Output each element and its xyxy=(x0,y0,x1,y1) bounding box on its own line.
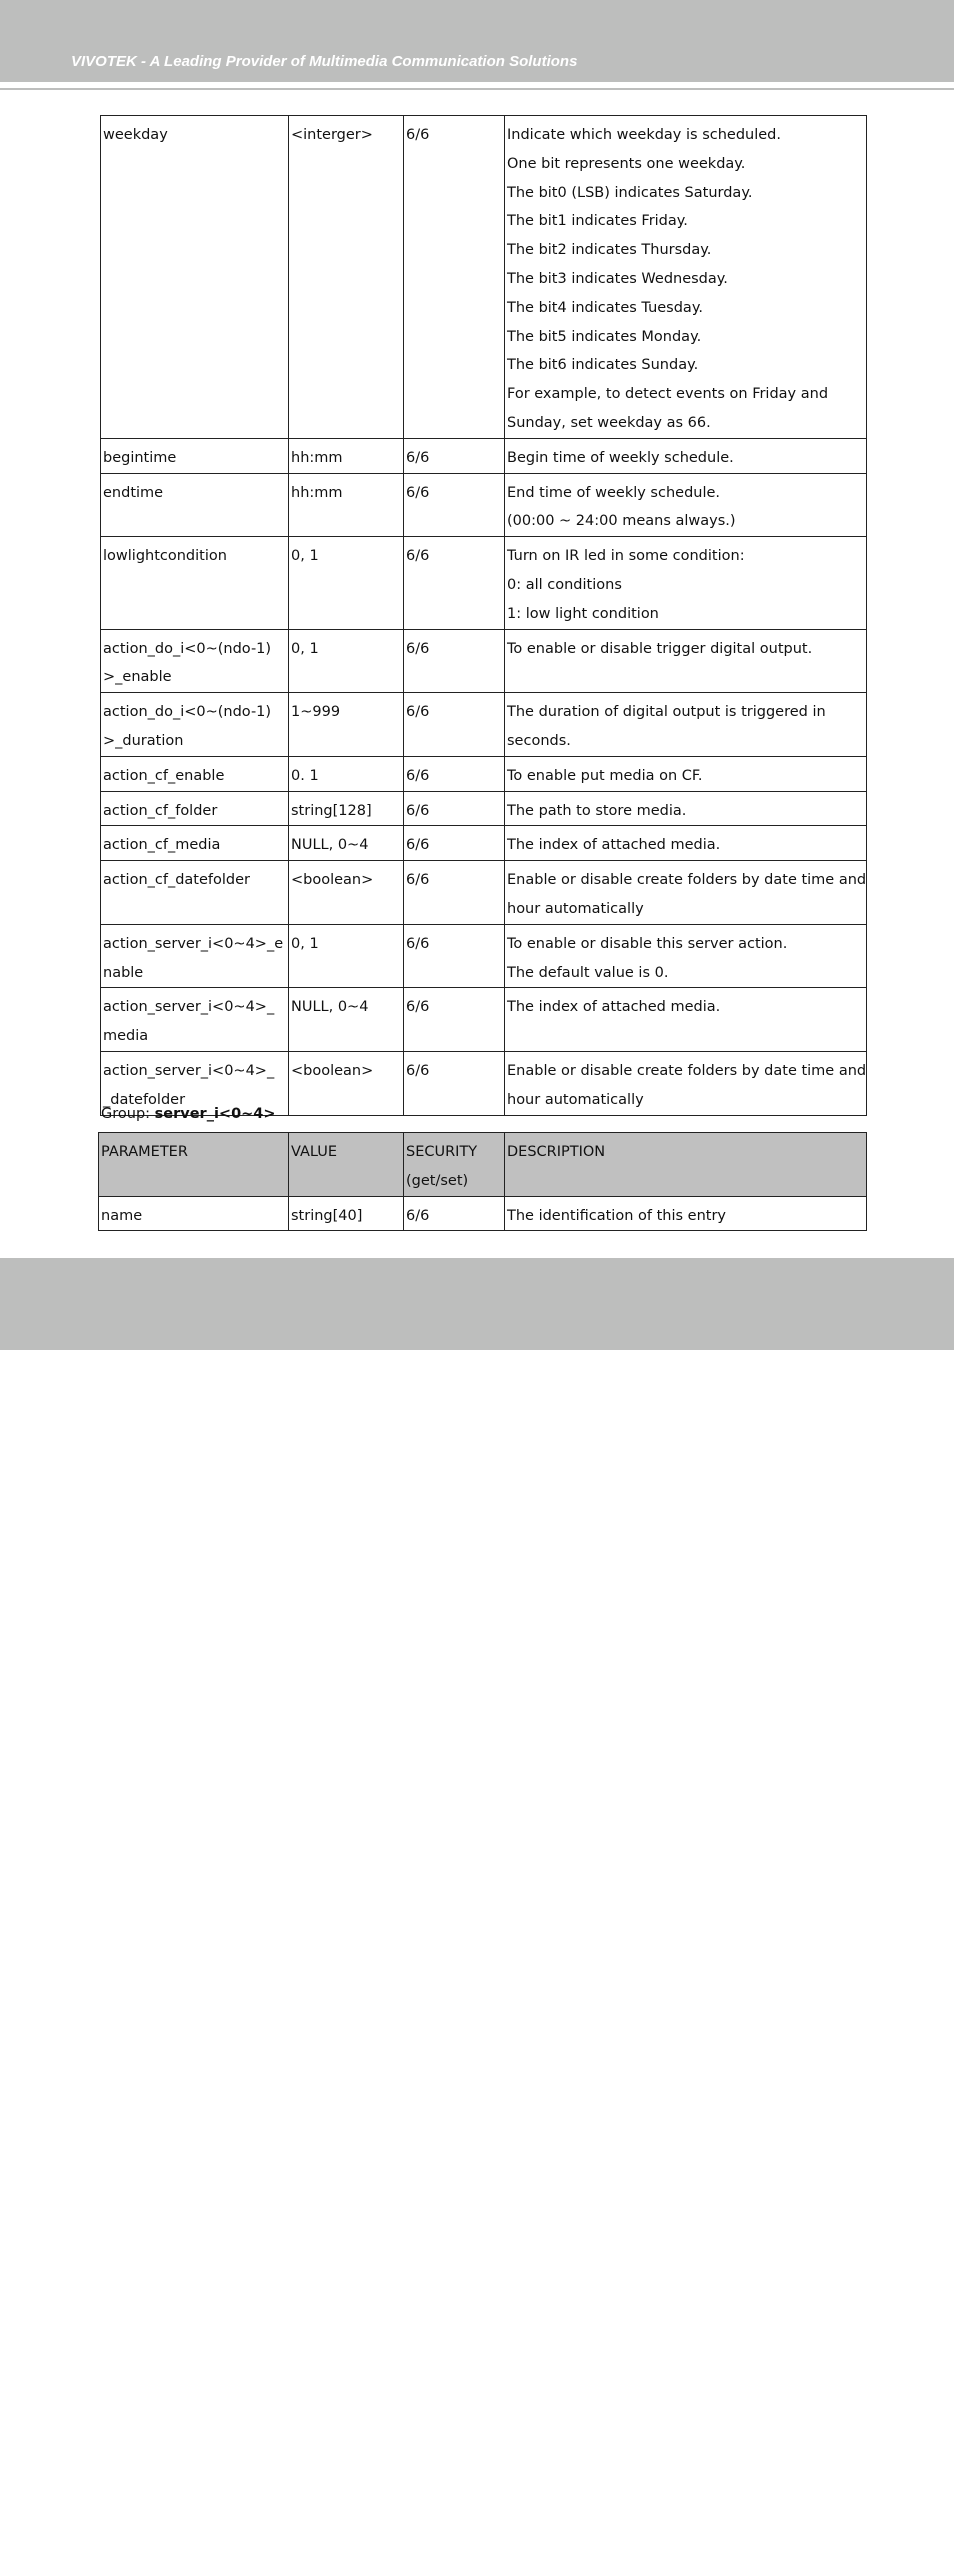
value-cell xyxy=(289,438,404,473)
value-text: string[128] xyxy=(291,802,372,819)
security-text: 6/6 xyxy=(406,548,430,565)
header-band xyxy=(0,0,954,82)
security-text: 6/6 xyxy=(406,704,430,721)
description-text: Enable or disable create folders by date time and xyxy=(507,1062,867,1079)
description-text: To enable put media on CF. xyxy=(507,767,703,784)
security-text: 6/6 xyxy=(406,1062,430,1079)
parameter-text: action_server_i<0~4>_e xyxy=(103,935,284,952)
security-text: 6/6 xyxy=(406,484,430,501)
description-text: The bit1 indicates Friday. xyxy=(507,213,688,230)
footer-page-label: 116 - User's Manual xyxy=(69,2533,193,2549)
parameter-text: >_enable xyxy=(103,669,172,686)
value-cell xyxy=(289,693,404,757)
description-text: The index of attached media. xyxy=(507,837,721,854)
table-row xyxy=(99,1196,867,1231)
description-text: For example, to detect events on Friday and xyxy=(507,386,829,403)
table-row xyxy=(101,473,867,537)
value-cell xyxy=(289,473,404,537)
value-cell xyxy=(289,988,404,1052)
security-cell xyxy=(404,826,505,861)
description-text: Sunday, set weekday as 66. xyxy=(507,414,711,431)
parameter-cell xyxy=(101,988,289,1052)
header-title: VIVOTEK - A Leading Provider of Multimedia Communication Solutions xyxy=(71,53,578,70)
table-row xyxy=(101,861,867,925)
description-text: hour automatically xyxy=(507,900,644,917)
value-text: VALUE xyxy=(291,1144,338,1160)
security-cell xyxy=(404,629,505,693)
parameter-text: media xyxy=(103,1028,149,1045)
value-text: <boolean> xyxy=(291,1062,374,1079)
description-cell xyxy=(505,791,867,826)
parameter-cell xyxy=(101,116,289,439)
security-cell xyxy=(404,116,505,439)
description-cell xyxy=(505,826,867,861)
description-text: The bit5 indicates Monday. xyxy=(507,328,702,345)
table-row xyxy=(101,438,867,473)
security-text: 6/6 xyxy=(406,935,430,952)
parameter-cell xyxy=(99,1133,289,1197)
group-label xyxy=(101,1106,276,1122)
value-text: <interger> xyxy=(291,127,373,143)
value-cell xyxy=(289,791,404,826)
security-cell xyxy=(404,861,505,925)
value-cell xyxy=(289,826,404,861)
security-text: (get/set) xyxy=(406,1172,469,1189)
header-divider xyxy=(0,88,954,90)
security-text: 6/6 xyxy=(406,127,430,143)
description-cell xyxy=(505,1051,867,1115)
description-cell xyxy=(505,861,867,925)
description-cell xyxy=(505,473,867,537)
table-row xyxy=(101,988,867,1052)
value-text: 0, 1 xyxy=(291,640,319,657)
parameter-cell xyxy=(101,791,289,826)
group-name: server_i<0~4> xyxy=(154,1106,276,1122)
description-text: 0: all conditions xyxy=(507,576,622,593)
value-cell xyxy=(289,116,404,439)
description-text: The index of attached media. xyxy=(507,999,721,1016)
parameter-cell xyxy=(101,438,289,473)
description-text: Enable or disable create folders by date time and xyxy=(507,872,867,889)
table-row xyxy=(101,116,867,439)
description-text: Turn on IR led in some condition: xyxy=(507,548,745,565)
security-text: 6/6 xyxy=(406,872,430,889)
description-cell xyxy=(505,988,867,1052)
description-text: The bit4 indicates Tuesday. xyxy=(507,299,703,316)
parameter-text: >_duration xyxy=(103,732,184,749)
security-text: 6/6 xyxy=(406,1207,430,1224)
value-text: 0, 1 xyxy=(291,935,319,952)
security-cell xyxy=(404,1051,505,1115)
parameter-text: endtime xyxy=(103,484,164,501)
parameter-text: action_server_i<0~4>_ xyxy=(103,1062,275,1079)
security-text: 6/6 xyxy=(406,837,430,854)
description-cell xyxy=(505,438,867,473)
security-text: SECURITY xyxy=(406,1144,478,1160)
value-cell xyxy=(289,924,404,988)
value-text: 0, 1 xyxy=(291,548,319,565)
parameter-cell xyxy=(101,826,289,861)
description-text: The identification of this entry xyxy=(507,1207,727,1224)
description-cell xyxy=(505,1133,867,1197)
description-text: To enable or disable this server action. xyxy=(507,935,788,952)
security-cell xyxy=(404,791,505,826)
parameter-text: action_cf_media xyxy=(103,837,221,854)
security-text: 6/6 xyxy=(406,640,430,657)
value-cell xyxy=(289,537,404,629)
description-text: The default value is 0. xyxy=(507,964,669,981)
value-cell xyxy=(289,861,404,925)
value-cell xyxy=(289,1051,404,1115)
description-cell xyxy=(505,924,867,988)
description-text: Indicate which weekday is scheduled. xyxy=(507,127,781,143)
parameter-text: action_server_i<0~4>_ xyxy=(103,999,275,1016)
security-cell xyxy=(404,1196,505,1231)
parameter-cell xyxy=(101,693,289,757)
parameter-text: nable xyxy=(103,964,144,981)
description-text: To enable or disable trigger digital output. xyxy=(507,640,813,657)
table-row xyxy=(101,791,867,826)
parameter-text: weekday xyxy=(103,127,168,143)
footer-band xyxy=(0,1258,954,2549)
table-header-row xyxy=(99,1133,867,1197)
parameter-text: _datefolder xyxy=(103,1091,186,1108)
security-cell xyxy=(404,924,505,988)
description-text: The bit6 indicates Sunday. xyxy=(507,357,699,374)
parameter-cell xyxy=(101,629,289,693)
table-row xyxy=(101,924,867,988)
value-text: 1~999 xyxy=(291,704,341,721)
table-row xyxy=(101,826,867,861)
table-row xyxy=(101,537,867,629)
value-text: 0. 1 xyxy=(291,767,319,784)
description-text: (00:00 ~ 24:00 means always.) xyxy=(507,513,736,530)
value-text: hh:mm xyxy=(291,484,343,501)
value-cell xyxy=(289,1196,404,1231)
value-text: string[40] xyxy=(291,1207,363,1224)
security-cell xyxy=(404,473,505,537)
parameter-cell xyxy=(101,537,289,629)
parameter-text: begintime xyxy=(103,449,177,466)
security-cell xyxy=(404,756,505,791)
security-text: 6/6 xyxy=(406,767,430,784)
security-cell xyxy=(404,988,505,1052)
security-text: 6/6 xyxy=(406,449,430,466)
description-text: One bit represents one weekday. xyxy=(507,155,746,172)
value-cell xyxy=(289,756,404,791)
parameter-text: lowlightcondition xyxy=(103,548,227,565)
parameter-cell xyxy=(101,861,289,925)
parameter-cell xyxy=(99,1196,289,1231)
parameter-text: action_cf_datefolder xyxy=(103,872,250,889)
parameter-cell xyxy=(101,756,289,791)
description-cell xyxy=(505,629,867,693)
description-cell xyxy=(505,693,867,757)
description-text: DESCRIPTION xyxy=(507,1144,606,1160)
description-text: The bit2 indicates Thursday. xyxy=(507,242,712,259)
security-text: 6/6 xyxy=(406,999,430,1016)
parameter-text: action_do_i<0~(ndo-1) xyxy=(103,704,272,721)
parameter-text: action_cf_enable xyxy=(103,767,225,784)
table-row xyxy=(101,629,867,693)
table-row xyxy=(101,693,867,757)
description-cell xyxy=(505,756,867,791)
security-cell xyxy=(404,1133,505,1197)
description-text: The path to store media. xyxy=(507,802,687,819)
description-cell xyxy=(505,1196,867,1231)
parameter-cell xyxy=(101,924,289,988)
value-text: <boolean> xyxy=(291,872,374,889)
table-row xyxy=(101,756,867,791)
parameter-text: PARAMETER xyxy=(101,1144,188,1160)
description-text: The bit0 (LSB) indicates Saturday. xyxy=(507,184,753,201)
description-text: End time of weekly schedule. xyxy=(507,484,721,501)
description-text: Begin time of weekly schedule. xyxy=(507,449,734,466)
description-text: The duration of digital output is triggered in xyxy=(507,704,826,721)
security-cell xyxy=(404,438,505,473)
description-cell xyxy=(505,116,867,439)
value-text: hh:mm xyxy=(291,449,343,466)
parameter-text: name xyxy=(101,1207,143,1224)
value-cell xyxy=(289,1133,404,1197)
description-text: 1: low light condition xyxy=(507,605,659,622)
parameter-table xyxy=(100,115,867,1116)
group-prefix: Group: xyxy=(101,1106,155,1122)
group-parameter-table xyxy=(98,1132,867,1231)
parameter-cell xyxy=(101,473,289,537)
description-text: seconds. xyxy=(507,732,571,749)
value-text: NULL, 0~4 xyxy=(291,837,369,854)
description-text: The bit3 indicates Wednesday. xyxy=(507,270,728,287)
description-cell xyxy=(505,537,867,629)
description-text: hour automatically xyxy=(507,1091,644,1108)
parameter-text: action_do_i<0~(ndo-1) xyxy=(103,640,272,657)
value-text: NULL, 0~4 xyxy=(291,999,369,1016)
security-cell xyxy=(404,693,505,757)
value-cell xyxy=(289,629,404,693)
parameter-text: action_cf_folder xyxy=(103,802,218,819)
security-cell xyxy=(404,537,505,629)
security-text: 6/6 xyxy=(406,802,430,819)
